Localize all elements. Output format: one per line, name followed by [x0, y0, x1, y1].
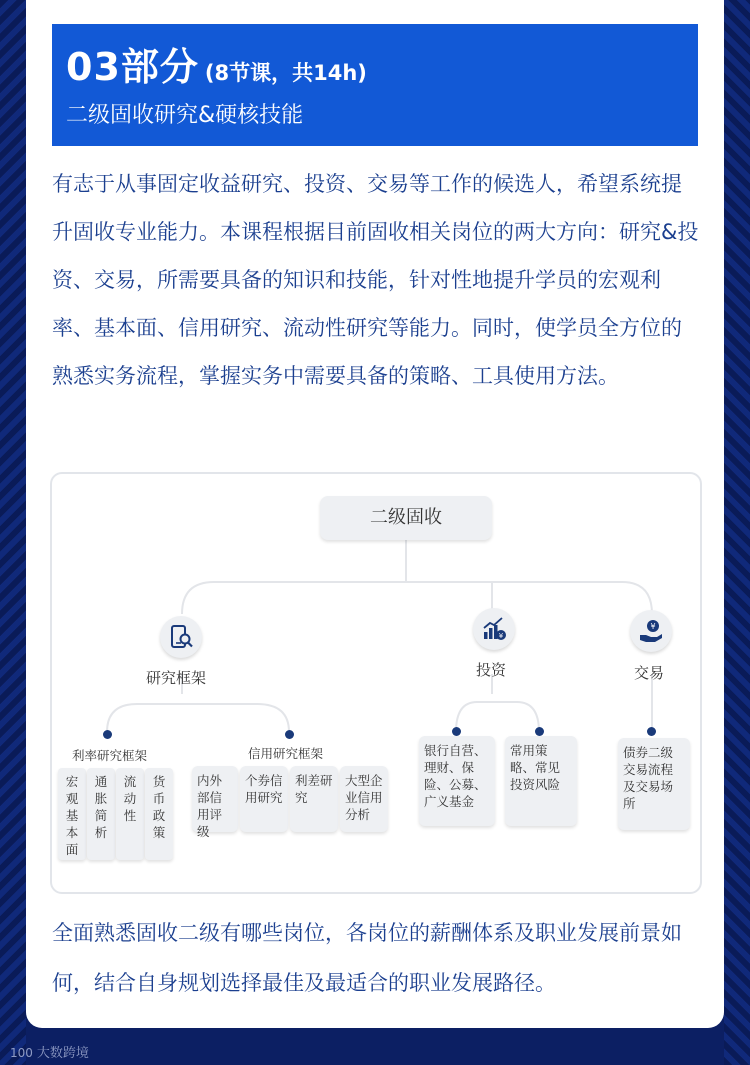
credit-item-rating: 内外部信用评级 [192, 766, 238, 832]
course-diagram [50, 472, 702, 894]
credit-framework-label: 信用研究框架 [248, 746, 324, 761]
right-stripe-border [724, 0, 750, 1065]
watermark-text: 大数跨境 [36, 1046, 89, 1061]
trade-label: 交易 [634, 664, 665, 682]
growth-chart-icon [473, 608, 515, 650]
rate-item-liquidity: 流动性 [116, 768, 144, 860]
watermark [10, 1042, 89, 1061]
intro-paragraph: 有志于从事固定收益研究、投资、交易等工作的候选人，希望系统提升固收专业能力。本课程根据目前固收相关岗位的两大方向：研究&投资、交易，所需要具备的知识和技能，针对性地提升学员的宏观利率、基本面、信用研究、流动性研究等能力。同时，使学员全方位的熟悉实务流程，掌握实务中需要具备的策略、工具使用方法。 [52, 172, 699, 388]
credit-dot [285, 730, 294, 739]
research-label: 研究框架 [146, 669, 207, 687]
phone-search-icon [160, 616, 202, 658]
invest-label: 投资 [476, 661, 507, 679]
rate-dot [103, 730, 112, 739]
rate-item-macro: 宏观基本面 [58, 768, 86, 860]
yen-hand-icon [630, 610, 672, 652]
outro-paragraph: 全面熟悉固收二级有哪些岗位，各岗位的薪酬体系及职业发展前景如何，结合自身规划选择最佳及最适合的职业发展路径。 [52, 921, 682, 995]
invest-dot-2 [535, 727, 544, 736]
left-stripe-border [0, 0, 26, 1065]
rate-item-inflation: 通胀简析 [87, 768, 115, 860]
invest-dot-1 [452, 727, 461, 736]
content-card [26, 0, 724, 1028]
section-header [52, 24, 698, 146]
credit-item-enterprise: 大型企业信用分析 [340, 766, 388, 832]
invest-item-institutions: 银行自营、理财、保险、公募、广义基金 [419, 736, 495, 826]
credit-item-spread: 利差研究 [290, 766, 338, 832]
root-node: 二级固收 [320, 496, 492, 540]
trade-item-process: 债券二级交易流程及交易场所 [618, 738, 690, 830]
section-title [66, 36, 367, 91]
credit-item-bond: 个券信用研究 [240, 766, 288, 832]
section-number: 03部分 [66, 45, 199, 89]
trade-dot [647, 727, 656, 736]
invest-item-strategy: 常用策略、常见投资风险 [505, 736, 577, 826]
section-subtitle: 二级固收研究&硬核技能 [66, 103, 304, 128]
svg-text:¥: ¥ [498, 632, 504, 640]
rate-item-monetary: 货币政策 [145, 768, 173, 860]
rate-framework-label: 利率研究框架 [72, 748, 148, 763]
section-meta: (8节课，共14h) [204, 61, 367, 85]
svg-text:¥: ¥ [650, 622, 656, 631]
watermark-logo: 100 [10, 1046, 33, 1060]
